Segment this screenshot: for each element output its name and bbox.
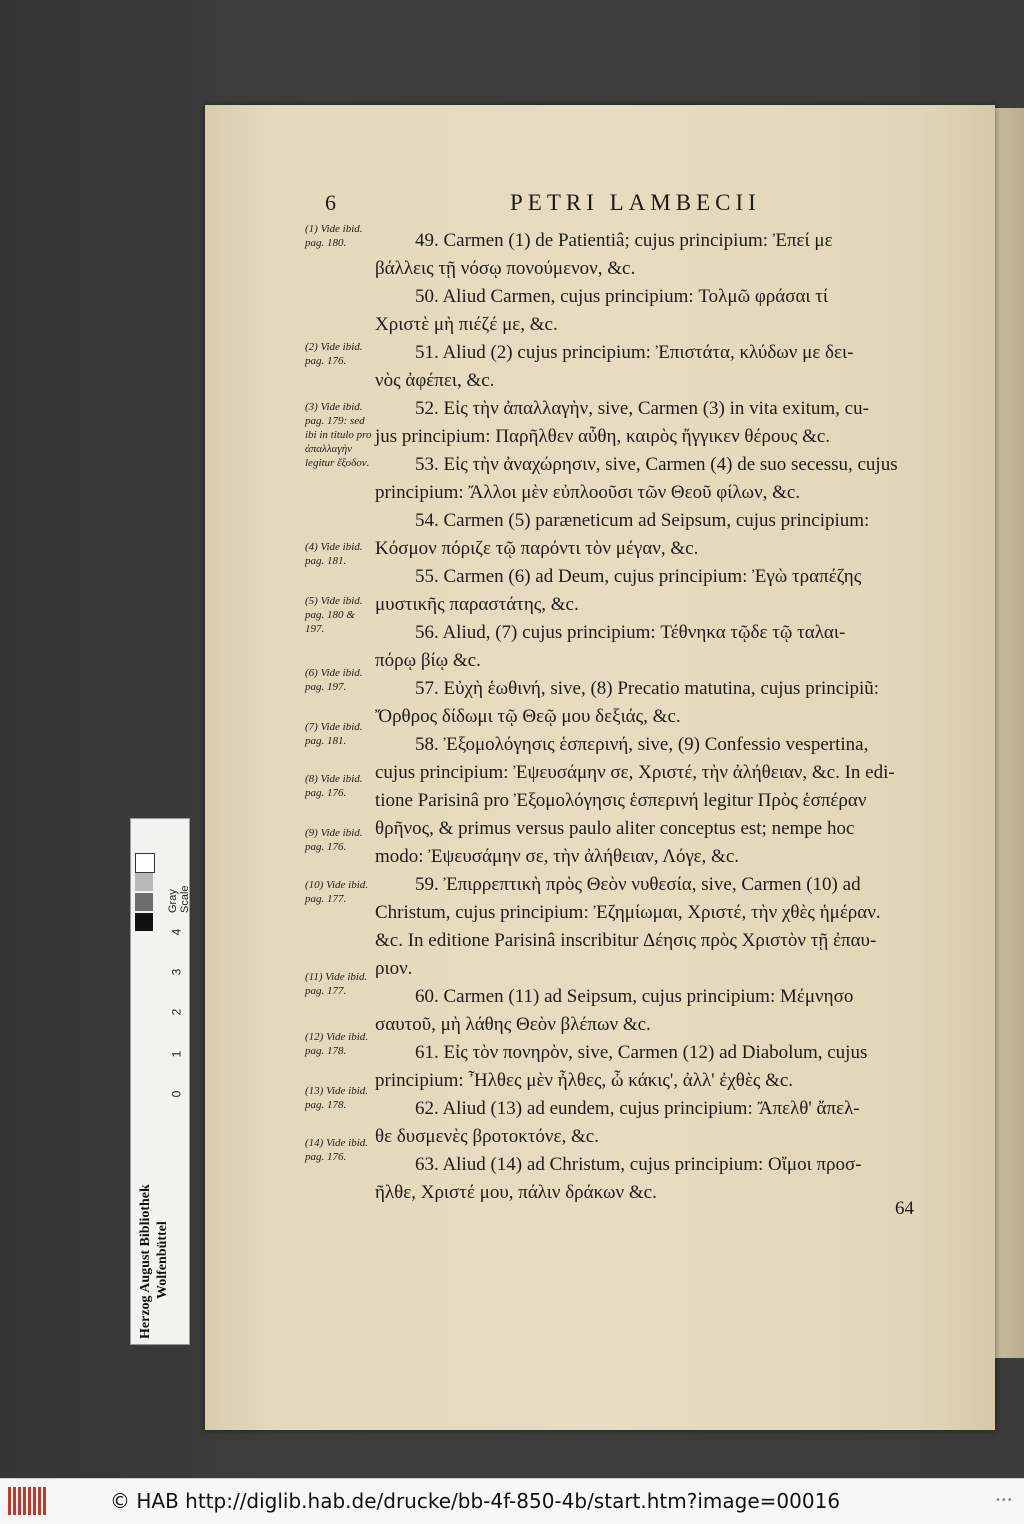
adjacent-page-edge (990, 108, 1024, 1358)
text-line: 55. Carmen (6) ad Deum, cujus principium: Ἐγὼ τραπέζης (415, 566, 862, 587)
margin-note: (11) Vide ibid. pag. 177. (305, 971, 368, 997)
text-line: 49. Carmen (1) de Patientiâ; cujus principium: Ἐπεί με (415, 230, 833, 251)
ruler-number: 4 (169, 928, 184, 936)
text-line: μυστικῆς παραστάτης, &c. (375, 594, 579, 615)
text-line: σαυτοῦ, μὴ λάθης Θεὸν βλέπων &c. (375, 1014, 651, 1035)
text-line: νὸς ἀφέπει, &c. (375, 370, 495, 391)
margin-note: (7) Vide ibid. pag. 181. (305, 721, 363, 747)
gray-patch-light (135, 873, 153, 891)
text-line: jus principium: Παρῆλθεν αὖθη, καιρὸς ἤγγικεν θέρους &c. (375, 426, 831, 447)
gray-patch-mid (135, 893, 153, 911)
text-line: 54. Carmen (5) paræneticum ad Seipsum, cujus principium: (415, 510, 870, 531)
ruler-number: 0 (169, 1090, 184, 1098)
text-line: modo: Ἐψευσάμην σε, τὴν ἀλήθειαν, Λόγε, &c. (375, 846, 740, 867)
text-line: ριον. (375, 958, 413, 979)
margin-note: (6) Vide ibid. pag. 197. (305, 667, 363, 693)
signature-mark: 64 (895, 1198, 914, 1219)
running-title: PETRI LAMBECII (510, 190, 761, 215)
text-line: 57. Εὐχὴ ἑωθινή, sive, (8) Precatio matutina, cujus principiũ: (415, 678, 880, 699)
text-line: tione Parisinâ pro Ἐξομολόγησις ἑσπερινή legitur Πρὸς ἑσπέραν (375, 790, 867, 811)
margin-note: (3) Vide ibid. pag. 179: sed ibi in titulo pro ἀπαλλαγὴν legitur ἔξοδον. (305, 401, 372, 469)
text-line: 58. Ἐξομολόγησις ἑσπερινή, sive, (9) Confessio vespertina, (415, 734, 869, 755)
margin-note: (5) Vide ibid. pag. 180 & 197. (305, 595, 363, 635)
margin-note: (2) Vide ibid. pag. 176. (305, 341, 363, 367)
gray-patch-white (135, 853, 155, 873)
library-city: Wolfenbüttel (155, 1221, 170, 1299)
margin-note: (10) Vide ibid. pag. 177. (305, 879, 369, 905)
hab-logo-icon (8, 1487, 46, 1515)
page-number: 6 (325, 190, 336, 215)
margin-note: (9) Vide ibid. pag. 176. (305, 827, 363, 853)
gray-scale-card (130, 818, 190, 1345)
library-line: Herzog August Bibliothek (138, 1184, 153, 1339)
margin-note: (12) Vide ibid. pag. 178. (305, 1031, 369, 1057)
margin-note: (1) Vide ibid. pag. 180. (305, 223, 363, 249)
ruler-number: 2 (169, 1008, 184, 1016)
text-line: 53. Εἰς τὴν ἀναχώρησιν, sive, Carmen (4) de suo secessu, cujus (415, 454, 898, 475)
library-name (137, 1184, 171, 1339)
text-line: 52. Εἰς τὴν ἀπαλλαγὴν, sive, Carmen (3) in vita exitum, cu- (415, 398, 869, 419)
text-line: θε δυσμενὲς βροτοκτόνε, &c. (375, 1126, 599, 1147)
running-head (325, 190, 965, 220)
text-line: θρῆνος, & primus versus paulo aliter conceptus est; nempe hoc (375, 818, 855, 839)
gray-patch-black (135, 913, 153, 931)
footer-copyright-url[interactable]: © HAB http://diglib.hab.de/drucke/bb-4f-850-4b/start.htm?image=00016 (110, 1489, 841, 1513)
ruler-number: 1 (169, 1050, 184, 1058)
gray-scale-label: Gray Scale (167, 885, 191, 913)
ruler-number: 3 (169, 968, 184, 976)
text-line: 61. Εἰς τὸν πονηρὸν, sive, Carmen (12) ad Diabolum, cujus (415, 1042, 868, 1063)
text-line: βάλλεις τῇ νόσῳ πονούμενον, &c. (375, 258, 636, 279)
text-line: 56. Aliud, (7) cujus principium: Τέθνηκα τῷδε τῷ ταλαι- (415, 622, 846, 643)
text-line: 59. Ἐπιρρεπτικὴ πρὸς Θεὸν νυθεσία, sive, Carmen (10) ad (415, 874, 861, 895)
text-line: 63. Aliud (14) ad Christum, cujus principium: Οἴμοι προσ- (415, 1154, 862, 1175)
text-line: Χριστὲ μὴ πιέζέ με, &c. (375, 314, 558, 335)
text-line: 60. Carmen (11) ad Seipsum, cujus principium: Μέμνησο (415, 986, 854, 1007)
text-line: 50. Aliud Carmen, cujus principium: Τολμῶ φράσαι τί (415, 286, 829, 307)
text-line: cujus principium: Ἐψευσάμην σε, Χριστέ, τὴν ἀλήθειαν, &c. In edi- (375, 762, 895, 783)
text-line: 51. Aliud (2) cujus principium: Ἐπιστάτα, κλύδων με δει- (415, 342, 854, 363)
footer-menu-icon[interactable]: ••• (995, 1495, 1013, 1506)
text-line: πόρῳ βίῳ &c. (375, 650, 481, 671)
text-line: Ὄρθρος δίδωμι τῷ Θεῷ μου δεξιάς, &c. (375, 706, 681, 727)
margin-note: (13) Vide ibid. pag. 178. (305, 1085, 369, 1111)
viewer-footer (0, 1478, 1024, 1524)
margin-note: (14) Vide ibid. pag. 176. (305, 1137, 369, 1163)
text-line: &c. In editione Parisinâ inscribitur Δέησις πρὸς Χριστὸν τῇ ἐπαυ- (375, 930, 877, 951)
text-line: Christum, cujus principium: Ἐζημίωμαι, Χριστέ, τὴν χθὲς ἡμέραν. (375, 902, 881, 923)
margin-note: (4) Vide ibid. pag. 181. (305, 541, 363, 567)
text-line: principium: Ἄλλοι μὲν εὐπλοοῦσι τῶν Θεοῦ φίλων, &c. (375, 482, 801, 503)
text-line: ῆλθε, Χριστέ μου, πάλιν δράκων &c. (375, 1182, 657, 1203)
text-line: 62. Aliud (13) ad eundem, cujus principium: Ἄπελθ' ἄπελ- (415, 1098, 860, 1119)
margin-note: (8) Vide ibid. pag. 176. (305, 773, 363, 799)
text-line: principium: Ἦλθες μὲν ἦλθες, ὦ κάκις', ἀλλ' ἐχθὲς &c. (375, 1070, 794, 1091)
text-line: Κόσμον πόριζε τῷ παρόντι τὸν μέγαν, &c. (375, 538, 699, 559)
